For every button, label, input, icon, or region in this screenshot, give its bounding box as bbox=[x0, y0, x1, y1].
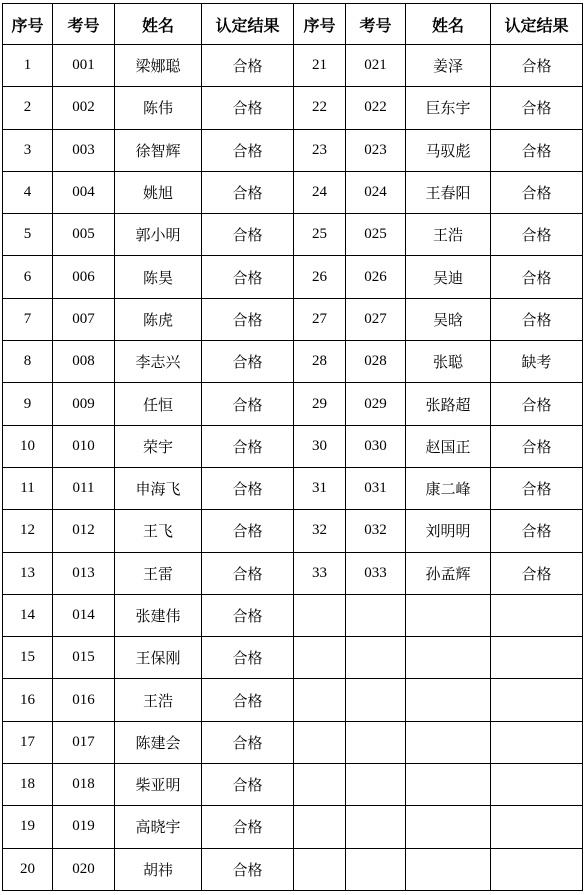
empty-cell bbox=[346, 721, 406, 763]
cell-exam-number: 005 bbox=[53, 214, 115, 256]
empty-cell bbox=[346, 594, 406, 636]
cell-name: 王浩 bbox=[115, 679, 202, 721]
cell-exam-number: 001 bbox=[53, 45, 115, 87]
header-result: 认定结果 bbox=[202, 4, 294, 45]
cell-exam-number: 025 bbox=[346, 214, 406, 256]
cell-index: 26 bbox=[294, 256, 346, 298]
cell-result: 缺考 bbox=[491, 341, 583, 383]
cell-result: 合格 bbox=[202, 383, 294, 425]
cell-name: 马驭彪 bbox=[406, 129, 491, 171]
cell-result: 合格 bbox=[202, 129, 294, 171]
empty-cell bbox=[406, 679, 491, 721]
cell-exam-number: 023 bbox=[346, 129, 406, 171]
results-sheet bbox=[2, 3, 583, 891]
table-row bbox=[3, 721, 583, 763]
empty-cell bbox=[294, 637, 346, 679]
cell-name: 李志兴 bbox=[115, 341, 202, 383]
table-row bbox=[3, 806, 583, 848]
cell-result: 合格 bbox=[491, 298, 583, 340]
cell-index: 23 bbox=[294, 129, 346, 171]
cell-name: 陈伟 bbox=[115, 87, 202, 129]
cell-result: 合格 bbox=[491, 425, 583, 467]
cell-index: 11 bbox=[3, 467, 53, 509]
cell-exam-number: 013 bbox=[53, 552, 115, 594]
cell-name: 张聪 bbox=[406, 341, 491, 383]
header-exam-number: 考号 bbox=[346, 4, 406, 45]
table-row bbox=[3, 637, 583, 679]
cell-name: 梁娜聪 bbox=[115, 45, 202, 87]
cell-exam-number: 032 bbox=[346, 510, 406, 552]
table-row bbox=[3, 341, 583, 383]
cell-exam-number: 006 bbox=[53, 256, 115, 298]
empty-cell bbox=[294, 764, 346, 806]
empty-cell bbox=[406, 637, 491, 679]
cell-index: 5 bbox=[3, 214, 53, 256]
cell-name: 任恒 bbox=[115, 383, 202, 425]
cell-result: 合格 bbox=[202, 637, 294, 679]
cell-name: 张路超 bbox=[406, 383, 491, 425]
table-row bbox=[3, 171, 583, 213]
table-row bbox=[3, 467, 583, 509]
cell-result: 合格 bbox=[202, 341, 294, 383]
cell-index: 1 bbox=[3, 45, 53, 87]
cell-name: 巨东宇 bbox=[406, 87, 491, 129]
results-table bbox=[2, 3, 583, 891]
cell-exam-number: 014 bbox=[53, 594, 115, 636]
cell-index: 19 bbox=[3, 806, 53, 848]
cell-index: 6 bbox=[3, 256, 53, 298]
cell-exam-number: 033 bbox=[346, 552, 406, 594]
cell-result: 合格 bbox=[202, 45, 294, 87]
empty-cell bbox=[346, 637, 406, 679]
cell-result: 合格 bbox=[491, 467, 583, 509]
empty-cell bbox=[406, 806, 491, 848]
cell-index: 24 bbox=[294, 171, 346, 213]
empty-cell bbox=[491, 848, 583, 890]
empty-cell bbox=[491, 721, 583, 763]
cell-index: 18 bbox=[3, 764, 53, 806]
empty-cell bbox=[406, 594, 491, 636]
header-exam-number: 考号 bbox=[53, 4, 115, 45]
table-row bbox=[3, 679, 583, 721]
cell-name: 赵国正 bbox=[406, 425, 491, 467]
cell-index: 13 bbox=[3, 552, 53, 594]
cell-result: 合格 bbox=[202, 214, 294, 256]
table-row bbox=[3, 594, 583, 636]
cell-exam-number: 026 bbox=[346, 256, 406, 298]
cell-exam-number: 012 bbox=[53, 510, 115, 552]
table-row bbox=[3, 87, 583, 129]
cell-name: 高晓宇 bbox=[115, 806, 202, 848]
cell-result: 合格 bbox=[202, 594, 294, 636]
table-row bbox=[3, 510, 583, 552]
cell-exam-number: 021 bbox=[346, 45, 406, 87]
empty-cell bbox=[294, 594, 346, 636]
cell-result: 合格 bbox=[491, 383, 583, 425]
header-index: 序号 bbox=[294, 4, 346, 45]
empty-cell bbox=[294, 721, 346, 763]
cell-result: 合格 bbox=[491, 129, 583, 171]
cell-name: 王保刚 bbox=[115, 637, 202, 679]
cell-result: 合格 bbox=[491, 510, 583, 552]
cell-index: 12 bbox=[3, 510, 53, 552]
header-index: 序号 bbox=[3, 4, 53, 45]
cell-exam-number: 008 bbox=[53, 341, 115, 383]
empty-cell bbox=[491, 679, 583, 721]
cell-name: 郭小明 bbox=[115, 214, 202, 256]
table-row bbox=[3, 425, 583, 467]
table-row bbox=[3, 848, 583, 890]
cell-exam-number: 030 bbox=[346, 425, 406, 467]
cell-name: 胡祎 bbox=[115, 848, 202, 890]
cell-index: 17 bbox=[3, 721, 53, 763]
cell-index: 16 bbox=[3, 679, 53, 721]
cell-name: 王飞 bbox=[115, 510, 202, 552]
cell-name: 荣宇 bbox=[115, 425, 202, 467]
cell-index: 22 bbox=[294, 87, 346, 129]
cell-name: 姚旭 bbox=[115, 171, 202, 213]
cell-index: 8 bbox=[3, 341, 53, 383]
cell-result: 合格 bbox=[202, 764, 294, 806]
cell-name: 刘明明 bbox=[406, 510, 491, 552]
cell-name: 康二峰 bbox=[406, 467, 491, 509]
cell-name: 徐智辉 bbox=[115, 129, 202, 171]
cell-index: 3 bbox=[3, 129, 53, 171]
empty-cell bbox=[346, 764, 406, 806]
cell-index: 20 bbox=[3, 848, 53, 890]
cell-name: 柴亚明 bbox=[115, 764, 202, 806]
cell-exam-number: 024 bbox=[346, 171, 406, 213]
cell-result: 合格 bbox=[491, 552, 583, 594]
cell-exam-number: 027 bbox=[346, 298, 406, 340]
cell-result: 合格 bbox=[202, 256, 294, 298]
empty-cell bbox=[346, 679, 406, 721]
cell-result: 合格 bbox=[491, 256, 583, 298]
cell-index: 28 bbox=[294, 341, 346, 383]
table-row bbox=[3, 298, 583, 340]
cell-exam-number: 022 bbox=[346, 87, 406, 129]
cell-exam-number: 031 bbox=[346, 467, 406, 509]
empty-cell bbox=[294, 848, 346, 890]
cell-name: 陈虎 bbox=[115, 298, 202, 340]
empty-cell bbox=[294, 679, 346, 721]
table-row bbox=[3, 129, 583, 171]
empty-cell bbox=[294, 806, 346, 848]
empty-cell bbox=[406, 721, 491, 763]
cell-exam-number: 004 bbox=[53, 171, 115, 213]
cell-index: 25 bbox=[294, 214, 346, 256]
cell-index: 4 bbox=[3, 171, 53, 213]
cell-result: 合格 bbox=[202, 467, 294, 509]
empty-cell bbox=[491, 806, 583, 848]
cell-result: 合格 bbox=[202, 721, 294, 763]
header-name: 姓名 bbox=[406, 4, 491, 45]
cell-result: 合格 bbox=[202, 848, 294, 890]
cell-name: 张建伟 bbox=[115, 594, 202, 636]
empty-cell bbox=[406, 848, 491, 890]
cell-exam-number: 010 bbox=[53, 425, 115, 467]
cell-name: 王浩 bbox=[406, 214, 491, 256]
header-name: 姓名 bbox=[115, 4, 202, 45]
cell-exam-number: 016 bbox=[53, 679, 115, 721]
cell-index: 15 bbox=[3, 637, 53, 679]
empty-cell bbox=[491, 594, 583, 636]
cell-result: 合格 bbox=[202, 171, 294, 213]
table-row bbox=[3, 45, 583, 87]
cell-exam-number: 015 bbox=[53, 637, 115, 679]
empty-cell bbox=[491, 637, 583, 679]
cell-index: 32 bbox=[294, 510, 346, 552]
cell-result: 合格 bbox=[491, 171, 583, 213]
cell-index: 14 bbox=[3, 594, 53, 636]
cell-exam-number: 011 bbox=[53, 467, 115, 509]
cell-exam-number: 017 bbox=[53, 721, 115, 763]
cell-index: 33 bbox=[294, 552, 346, 594]
cell-name: 孙孟辉 bbox=[406, 552, 491, 594]
cell-index: 31 bbox=[294, 467, 346, 509]
table-row bbox=[3, 214, 583, 256]
empty-cell bbox=[346, 806, 406, 848]
cell-exam-number: 029 bbox=[346, 383, 406, 425]
cell-index: 29 bbox=[294, 383, 346, 425]
table-row bbox=[3, 256, 583, 298]
cell-exam-number: 009 bbox=[53, 383, 115, 425]
cell-index: 9 bbox=[3, 383, 53, 425]
cell-name: 吴迪 bbox=[406, 256, 491, 298]
cell-exam-number: 003 bbox=[53, 129, 115, 171]
cell-index: 21 bbox=[294, 45, 346, 87]
cell-result: 合格 bbox=[202, 298, 294, 340]
cell-result: 合格 bbox=[202, 510, 294, 552]
cell-exam-number: 019 bbox=[53, 806, 115, 848]
cell-name: 姜泽 bbox=[406, 45, 491, 87]
cell-name: 陈昊 bbox=[115, 256, 202, 298]
cell-exam-number: 007 bbox=[53, 298, 115, 340]
cell-index: 30 bbox=[294, 425, 346, 467]
cell-name: 王春阳 bbox=[406, 171, 491, 213]
cell-result: 合格 bbox=[202, 806, 294, 848]
cell-name: 申海飞 bbox=[115, 467, 202, 509]
cell-index: 2 bbox=[3, 87, 53, 129]
cell-result: 合格 bbox=[491, 87, 583, 129]
cell-result: 合格 bbox=[202, 425, 294, 467]
cell-result: 合格 bbox=[202, 552, 294, 594]
table-header-row bbox=[3, 4, 583, 45]
cell-result: 合格 bbox=[202, 679, 294, 721]
cell-index: 10 bbox=[3, 425, 53, 467]
cell-exam-number: 028 bbox=[346, 341, 406, 383]
cell-name: 吴晗 bbox=[406, 298, 491, 340]
cell-exam-number: 018 bbox=[53, 764, 115, 806]
cell-index: 7 bbox=[3, 298, 53, 340]
table-body bbox=[3, 45, 583, 891]
table-row bbox=[3, 383, 583, 425]
cell-name: 陈建会 bbox=[115, 721, 202, 763]
cell-result: 合格 bbox=[202, 87, 294, 129]
cell-result: 合格 bbox=[491, 214, 583, 256]
empty-cell bbox=[491, 764, 583, 806]
table-row bbox=[3, 552, 583, 594]
cell-index: 27 bbox=[294, 298, 346, 340]
empty-cell bbox=[406, 764, 491, 806]
header-result: 认定结果 bbox=[491, 4, 583, 45]
empty-cell bbox=[346, 848, 406, 890]
cell-exam-number: 002 bbox=[53, 87, 115, 129]
table-row bbox=[3, 764, 583, 806]
cell-name: 王雷 bbox=[115, 552, 202, 594]
cell-result: 合格 bbox=[491, 45, 583, 87]
cell-exam-number: 020 bbox=[53, 848, 115, 890]
